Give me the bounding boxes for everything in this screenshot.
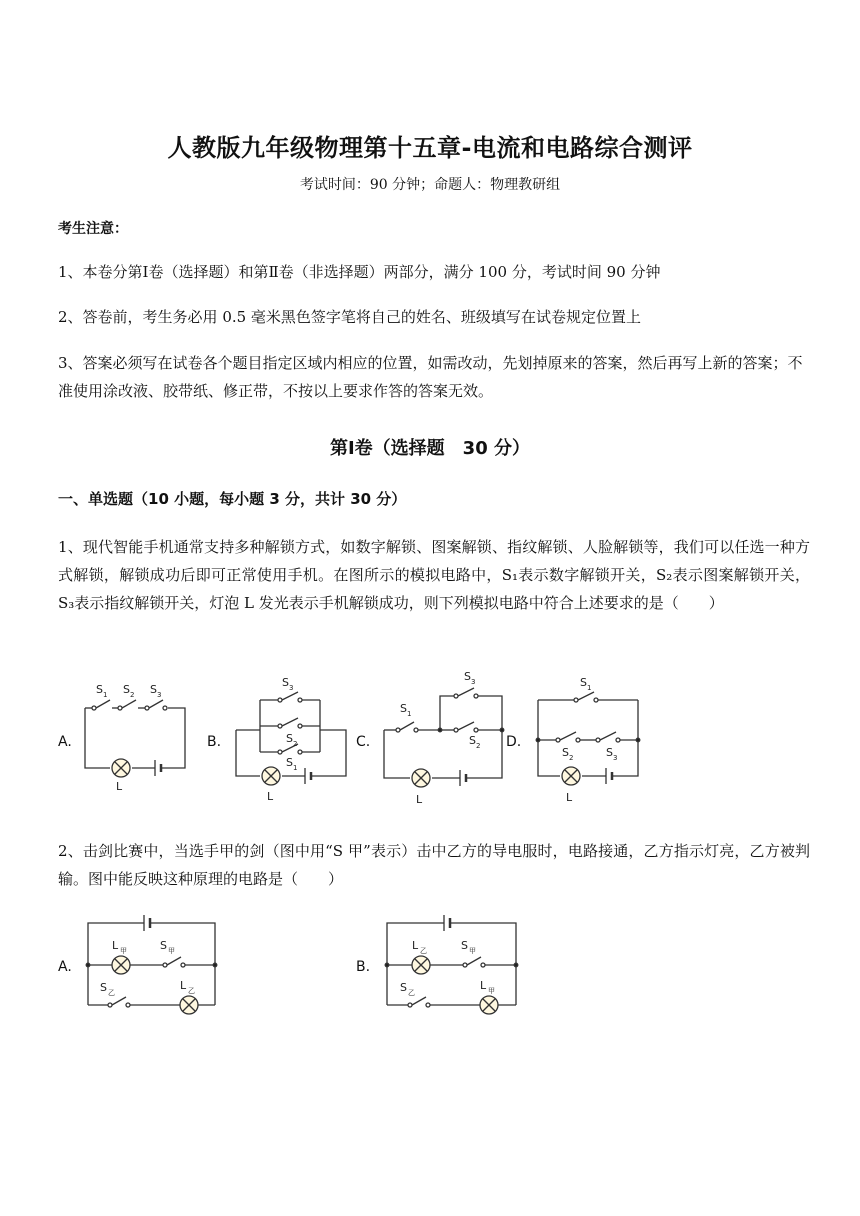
- svg-text:2: 2: [293, 740, 298, 748]
- svg-text:1: 1: [407, 710, 412, 718]
- svg-text:S: S: [562, 746, 569, 759]
- svg-text:S: S: [150, 683, 157, 696]
- option-d-circuit[interactable]: [506, 676, 640, 804]
- svg-text:3: 3: [471, 678, 476, 686]
- svg-text:2: 2: [130, 691, 135, 699]
- svg-text:S: S: [100, 981, 107, 994]
- svg-text:甲: 甲: [488, 987, 495, 995]
- q2-option-a-circuit[interactable]: [58, 915, 217, 1014]
- svg-text:L: L: [112, 939, 119, 952]
- notice-item-1: 1、本卷分第Ⅰ卷（选择题）和第Ⅱ卷（非选择题）两部分，满分 100 分，考试时间 90 分钟: [58, 263, 661, 281]
- exam-info: 考试时间：90 分钟；命题人：物理教研组: [299, 177, 561, 193]
- svg-text:2: 2: [569, 754, 574, 762]
- section-title: 第Ⅰ卷（选择题 30 分）: [329, 438, 530, 459]
- option-b-label: B.: [207, 734, 222, 750]
- svg-text:1: 1: [293, 764, 298, 772]
- option-c-label: C.: [356, 734, 371, 750]
- svg-text:3: 3: [613, 754, 618, 762]
- question-2-figures: [50, 905, 550, 1025]
- svg-text:S: S: [469, 734, 476, 747]
- svg-text:L: L: [566, 791, 573, 804]
- question-1-figures: [50, 660, 670, 820]
- part-heading: 一、单选题（10 小题，每小题 3 分，共计 30 分）: [58, 490, 407, 508]
- svg-text:S: S: [464, 670, 471, 683]
- option-c-circuit[interactable]: [356, 670, 504, 806]
- svg-text:S: S: [580, 676, 587, 689]
- svg-text:乙: 乙: [408, 989, 415, 997]
- svg-text:S: S: [123, 683, 130, 696]
- svg-text:L: L: [267, 790, 274, 803]
- svg-text:1: 1: [103, 691, 108, 699]
- svg-text:乙: 乙: [188, 987, 195, 995]
- svg-text:S: S: [96, 683, 103, 696]
- svg-text:甲: 甲: [168, 947, 175, 955]
- svg-text:1: 1: [587, 684, 592, 692]
- q2-option-b-circuit[interactable]: [356, 915, 518, 1014]
- notice-heading: 考生注意：: [58, 221, 128, 237]
- page-title: 人教版九年级物理第十五章-电流和电路综合测评: [167, 134, 693, 162]
- svg-text:甲: 甲: [120, 947, 127, 955]
- svg-text:S: S: [286, 732, 293, 745]
- svg-text:S: S: [461, 939, 468, 952]
- svg-text:S: S: [400, 702, 407, 715]
- option-a-label: A.: [58, 734, 72, 750]
- option-b-circuit[interactable]: [207, 676, 346, 803]
- option-d-label: D.: [506, 734, 522, 750]
- svg-text:L: L: [180, 979, 187, 992]
- question-1-text: 1、现代智能手机通常支持多种解锁方式，如数字解锁、图案解锁、指纹解锁、人脸解锁等，我们可以任选一种方式解锁，解锁成功后即可正常使用手机。在图所示的模拟电路中，S₁表示数字解锁开关，S₂表示图案解锁开关，S₃表示指纹解锁开关，灯泡 L 发光表示手机解锁成功，则下列模拟电路中符合上述要求的是（ ）: [58, 538, 810, 612]
- option-a-circuit[interactable]: [58, 683, 185, 793]
- svg-text:L: L: [480, 979, 487, 992]
- svg-text:乙: 乙: [420, 947, 427, 955]
- svg-text:甲: 甲: [469, 947, 476, 955]
- svg-text:2: 2: [476, 742, 481, 750]
- svg-text:S: S: [400, 981, 407, 994]
- notice-item-2: 2、答卷前，考生务必用 0.5 毫米黑色签字笔将自己的姓名、班级填写在试卷规定位置上: [58, 308, 641, 326]
- svg-text:S: S: [286, 756, 293, 769]
- svg-text:L: L: [116, 780, 123, 793]
- notice-item-3: 3、答案必须写在试卷各个题目指定区域内相应的位置，如需改动，先划掉原来的答案，然后再写上新的答案；不准使用涂改液、胶带纸、修正带，不按以上要求作答的答案无效。: [58, 354, 803, 400]
- svg-text:S: S: [160, 939, 167, 952]
- svg-text:L: L: [412, 939, 419, 952]
- svg-text:乙: 乙: [108, 989, 115, 997]
- svg-text:3: 3: [157, 691, 162, 699]
- q2-option-b-label: B.: [356, 959, 371, 975]
- svg-text:S: S: [606, 746, 613, 759]
- svg-text:S: S: [282, 676, 289, 689]
- question-2-text: 2、击剑比赛中，当选手甲的剑（图中用“S 甲”表示）击中乙方的导电服时，电路接通，乙方指示灯亮，乙方被判输。图中能反映这种原理的电路是（ ）: [58, 842, 810, 888]
- q2-option-a-label: A.: [58, 959, 72, 975]
- svg-text:3: 3: [289, 684, 294, 692]
- svg-text:L: L: [416, 793, 423, 806]
